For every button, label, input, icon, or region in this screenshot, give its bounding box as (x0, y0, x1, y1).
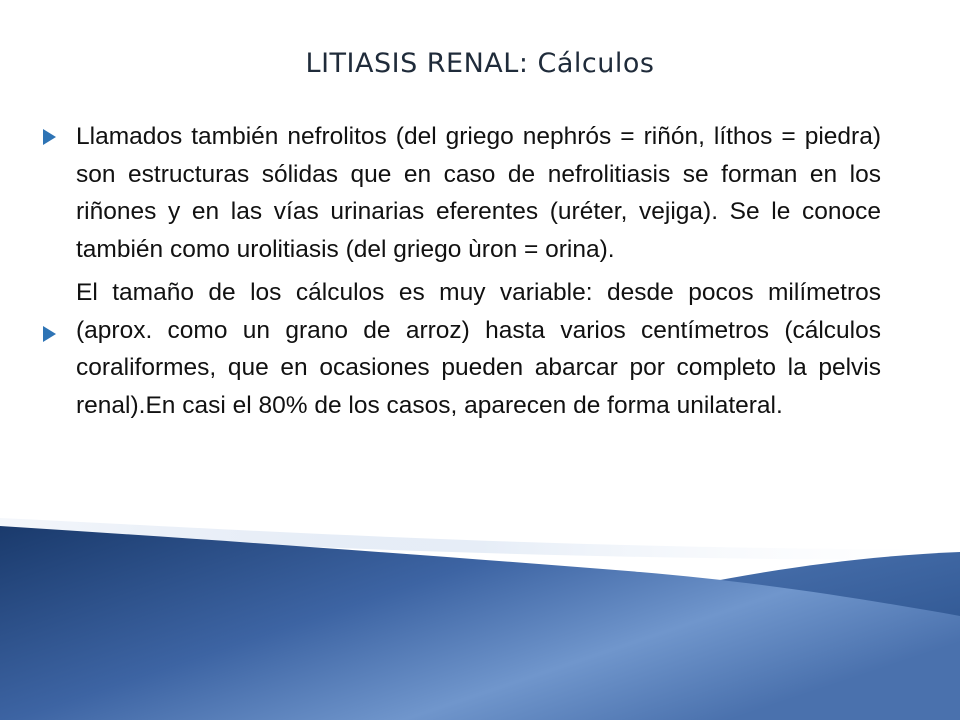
paragraph-size: El tamaño de los cálculos es muy variable: desde pocos milímetros (aprox. como un grano de arroz) hasta varios centímetros (cálculos coraliformes, que en ocasiones pueden abarcar por completo la pelvis renal).En casi el 80% de los casos, aparecen de forma unilateral. (76, 279, 881, 419)
triangle-bullet-icon (43, 129, 56, 145)
wave-highlight (0, 518, 960, 560)
slide-title: LITIASIS RENAL: Cálculos (305, 48, 655, 79)
paragraph-definition: Llamados también nefrolitos (del griego nephrós = riñón, líthos = piedra) son estructuras sólidas que en caso de nefrolitiasis se forman en los riñones y en las vías urinarias eferentes (uréter, vejiga). Se le conoce también como urolitiasis (del griego ùron = orina). (76, 123, 881, 263)
wave-band-right (250, 552, 960, 720)
slide-body (76, 118, 881, 424)
triangle-bullet-icon (43, 326, 56, 342)
wave-main (0, 526, 960, 720)
